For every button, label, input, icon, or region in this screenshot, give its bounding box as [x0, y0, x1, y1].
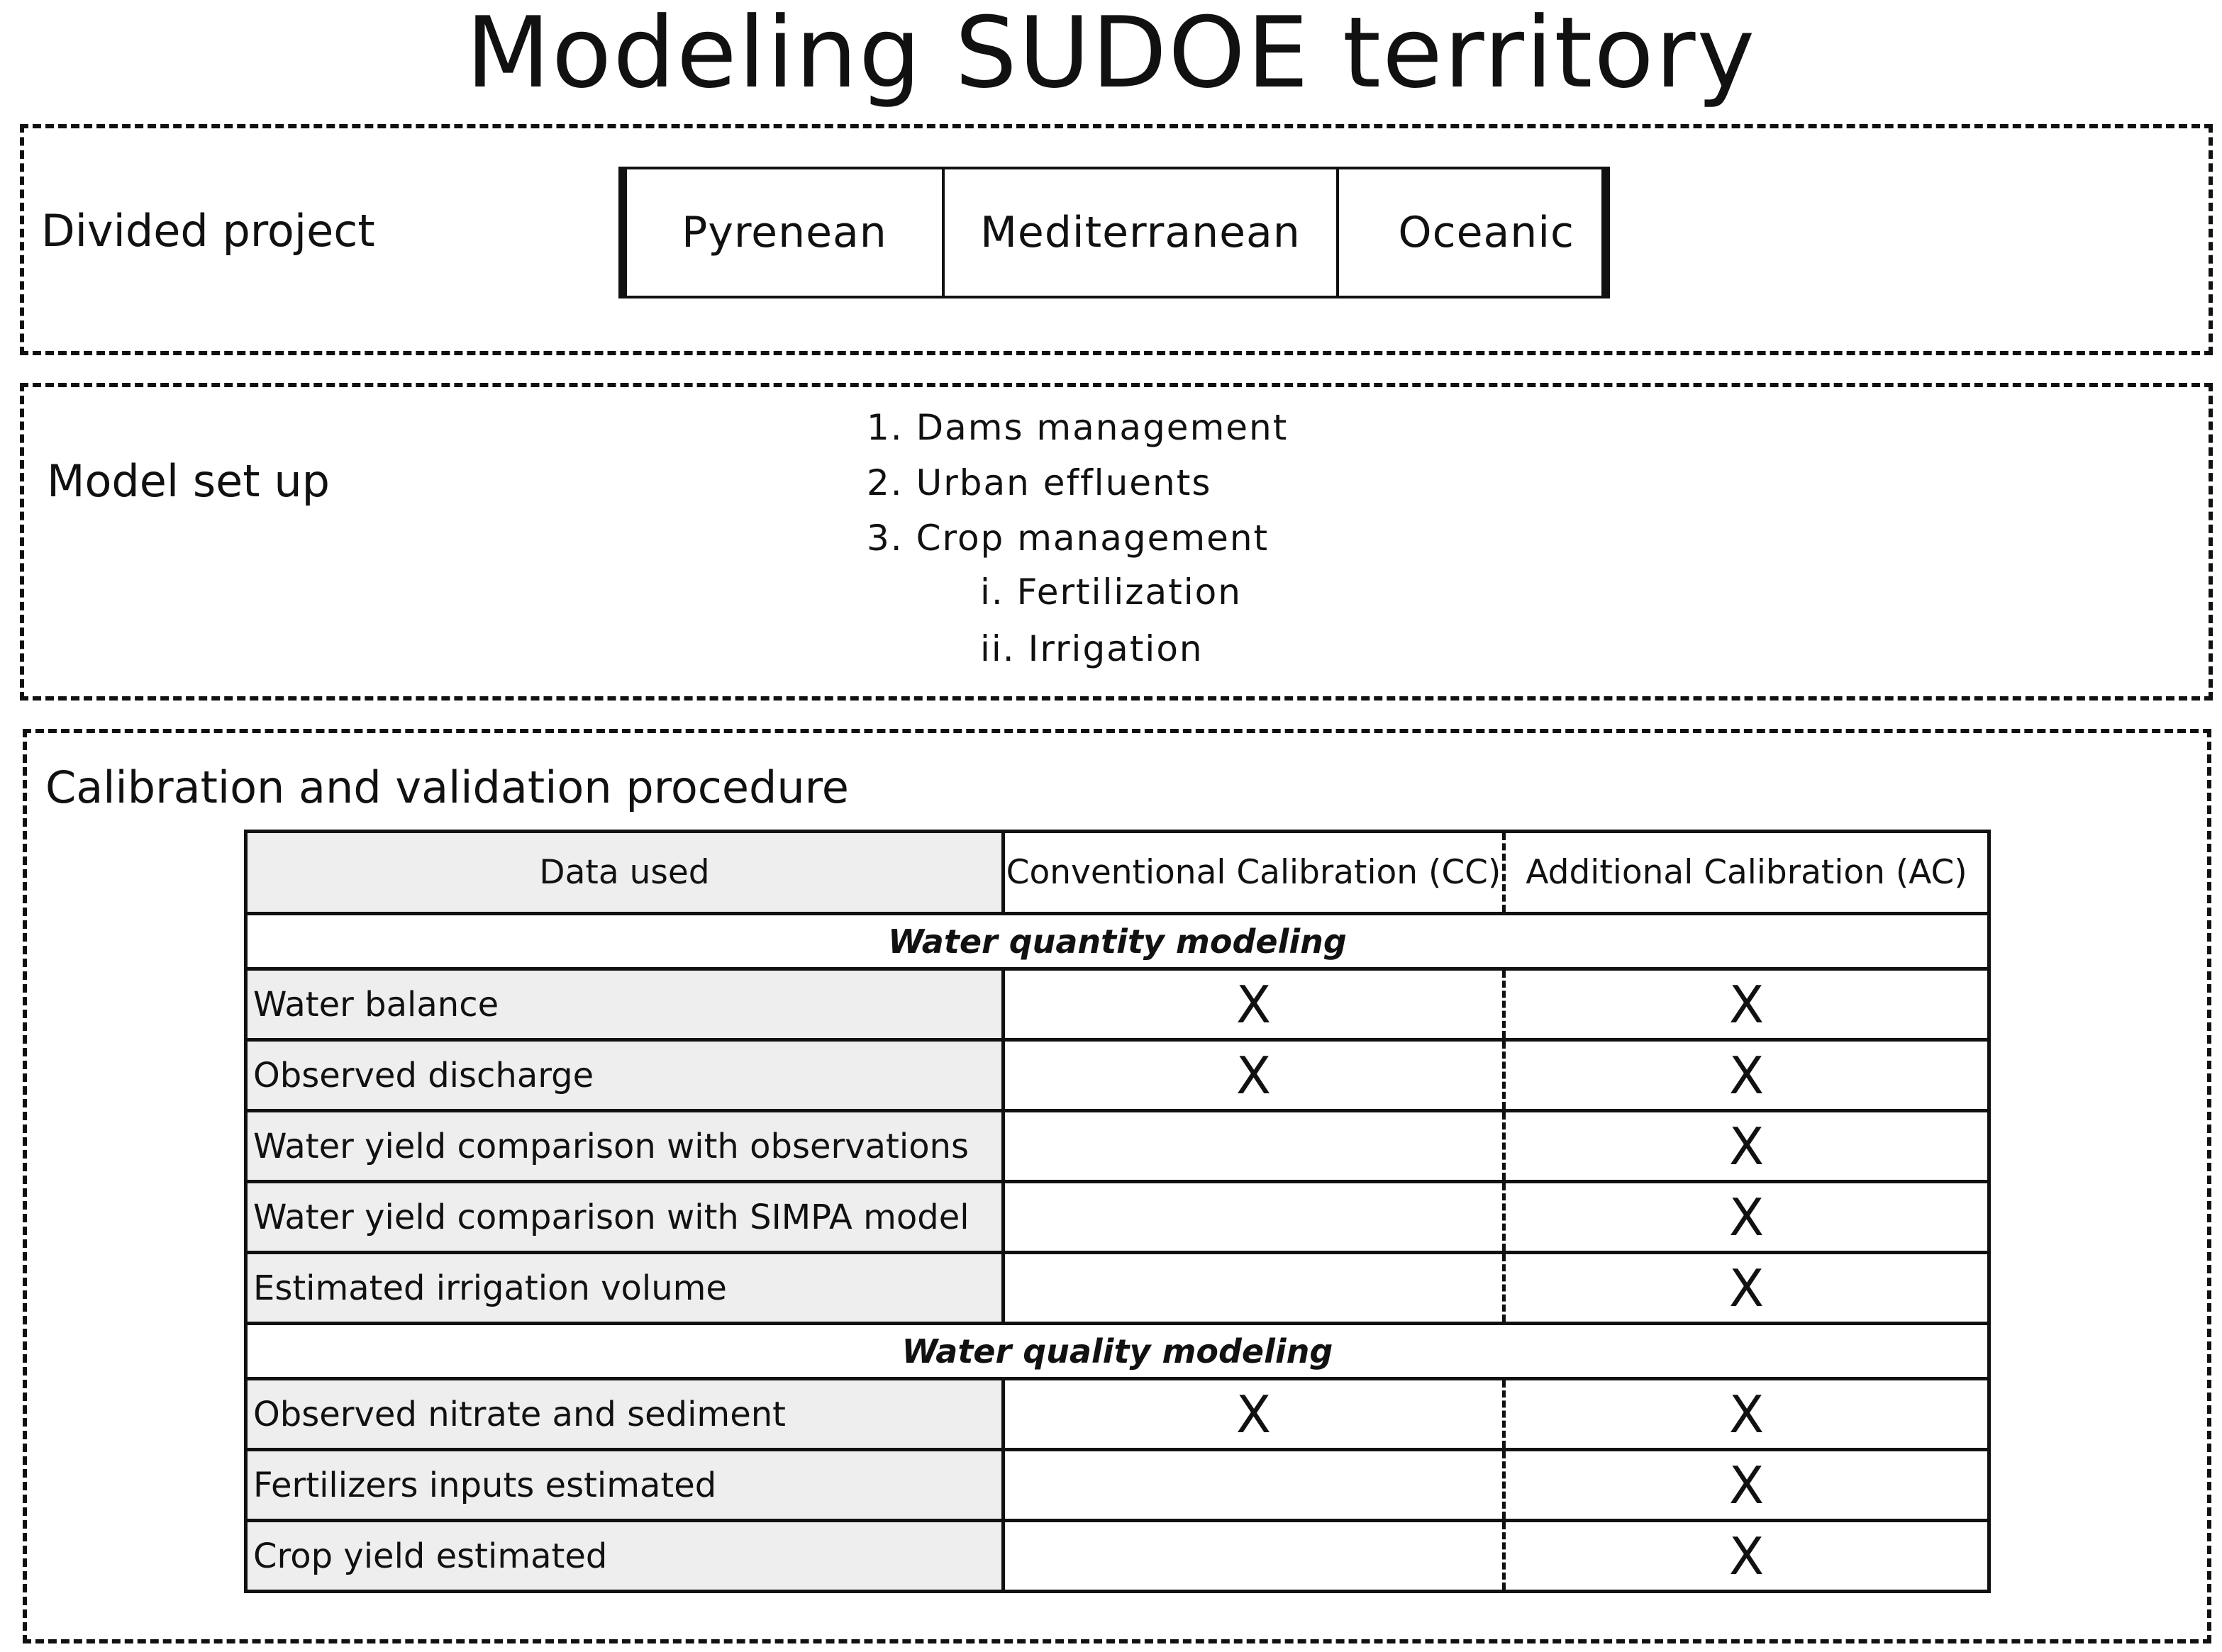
regions-strip	[618, 167, 1610, 298]
header-conventional-calibration: Conventional Calibration (CC)	[1004, 832, 1504, 914]
table-row	[246, 1450, 1989, 1521]
ac-mark: X	[1504, 1379, 1989, 1450]
row-label: Fertilizers inputs estimated	[246, 1450, 1004, 1521]
table-row	[246, 969, 1989, 1040]
setup-step: 1. Dams management	[867, 407, 1289, 448]
divided-project-panel	[20, 124, 2213, 355]
cc-mark	[1004, 1450, 1504, 1521]
table-row	[246, 1040, 1989, 1111]
setup-step: 2. Urban effluents	[867, 462, 1212, 503]
row-label: Crop yield estimated	[246, 1521, 1004, 1592]
section-row	[246, 914, 1989, 969]
calibration-title: Calibration and validation procedure	[45, 761, 849, 813]
model-setup-panel	[20, 383, 2213, 701]
ac-mark: X	[1504, 1111, 1989, 1182]
header-additional-calibration: Additional Calibration (AC)	[1504, 832, 1989, 914]
cc-mark: X	[1004, 969, 1504, 1040]
model-setup-title: Model set up	[47, 455, 330, 507]
calibration-table	[244, 830, 1991, 1593]
ac-mark: X	[1504, 1040, 1989, 1111]
cc-mark	[1004, 1111, 1504, 1182]
header-data-used: Data used	[246, 832, 1004, 914]
model-setup-steps	[24, 387, 2209, 696]
ac-mark: X	[1504, 969, 1989, 1040]
setup-step: 3. Crop management	[867, 518, 1270, 559]
table-row	[246, 1182, 1989, 1253]
region-pyrenean: Pyrenean	[627, 169, 945, 296]
row-label: Estimated irrigation volume	[246, 1253, 1004, 1324]
row-label: Observed discharge	[246, 1040, 1004, 1111]
row-label: Water yield comparison with SIMPA model	[246, 1182, 1004, 1253]
row-label: Observed nitrate and sediment	[246, 1379, 1004, 1450]
table-row	[246, 1111, 1989, 1182]
setup-substep: ii. Irrigation	[980, 628, 1204, 669]
cc-mark	[1004, 1253, 1504, 1324]
ac-mark: X	[1504, 1182, 1989, 1253]
ac-mark: X	[1504, 1521, 1989, 1592]
calibration-panel	[23, 729, 2211, 1643]
table-header-row	[246, 832, 1989, 914]
ac-mark: X	[1504, 1253, 1989, 1324]
setup-substep: i. Fertilization	[980, 571, 1242, 613]
cc-mark	[1004, 1521, 1504, 1592]
row-label: Water balance	[246, 969, 1004, 1040]
section-row	[246, 1324, 1989, 1379]
region-oceanic: Oceanic	[1398, 208, 1574, 257]
cc-mark	[1004, 1182, 1504, 1253]
ac-mark: X	[1504, 1450, 1989, 1521]
cc-mark: X	[1004, 1040, 1504, 1111]
section-title: Water quantity modeling	[246, 914, 1989, 969]
region-mediterranean: Mediterranean	[945, 169, 1339, 296]
table-row	[246, 1379, 1989, 1450]
diagram-title: Modeling SUDOE territory	[465, 0, 1757, 110]
table-row	[246, 1253, 1989, 1324]
cc-mark: X	[1004, 1379, 1504, 1450]
table-row	[246, 1521, 1989, 1592]
divided-project-title: Divided project	[41, 205, 375, 257]
row-label: Water yield comparison with observations	[246, 1111, 1004, 1182]
section-title: Water quality modeling	[246, 1324, 1989, 1379]
